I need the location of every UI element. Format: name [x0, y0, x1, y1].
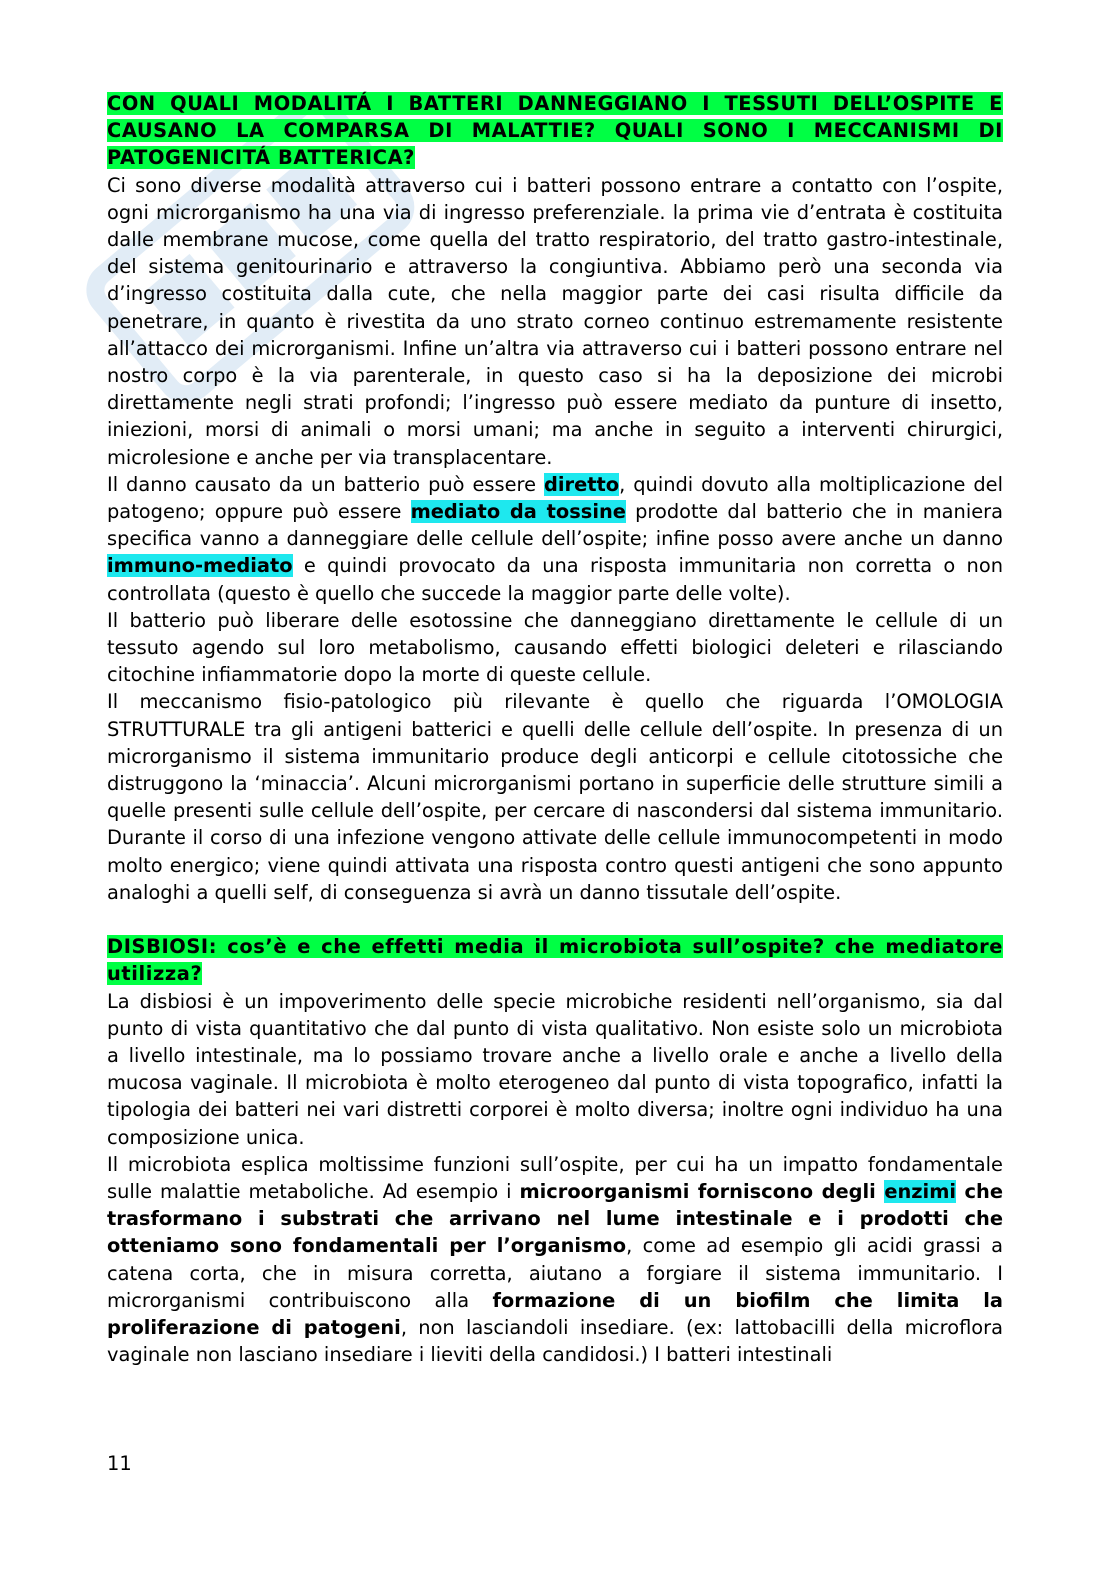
- keyword-mediato-da-tossine: mediato da tossine: [410, 500, 626, 524]
- keyword-immuno-mediato: immuno-mediato: [107, 554, 293, 578]
- section-spacer: [107, 906, 1003, 933]
- section1-paragraph-1: Ci sono diverse modalità attraverso cui i batteri possono entrare a contatto con l’ospite, ogni microrganismo ha una via di ingresso preferenziale. la prima vie d’entrata è costituita dalle membrane mucose, come quella del tratto respiratorio, del tratto gastro-intestinale, del sistema genitourinario e attraverso la congiuntiva. Abbiamo però una seconda via d’ingresso costituita dalla cute, che nella maggior parte dei casi risulta difficile da penetrare, in quanto è rivestita da uno strato corneo continuo estremamente resistente all’attacco dei microrganismi. Infine un’altra via attraverso cui i batteri possono entrare nel nostro corpo è la via parenterale, in questo caso si ha la deposizione dei microbi direttamente negli strati profondi; l’ingresso può essere mediato da punture di insetto, iniezioni, morsi di animali o morsi umani; ma anche in seguito a interventi chirurgici, microlesione e anche per via transplacentare.: [107, 173, 1003, 469]
- document-body: [107, 90, 1003, 1368]
- keyword-enzimi: enzimi: [884, 1179, 957, 1203]
- section1-paragraph-3: Il batterio può liberare delle esotossine che danneggiano direttamente le cellule di un tessuto agendo sul loro metabolismo, causando effetti biologici deleteri e rilasciando citochine infiammatorie dopo la morte di queste cellule.: [107, 608, 1003, 687]
- section2-paragraph-1: La disbiosi è un impoverimento delle specie microbiche residenti nell’organismo, sia dal punto di vista quantitativo che dal punto di vista qualitativo. Non esiste solo un microbiota a livello intestinale, ma lo possiamo trovare anche a livello orale e anche a livello della mucosa vaginale. Il microbiota è molto eterogeneo dal punto di vista topografico, infatti la tipologia dei batteri nei vari distretti corporei è molto diversa; inoltre ogni individuo ha una composizione unica.: [107, 989, 1003, 1149]
- section1-paragraph-4: Il meccanismo fisio-patologico più rilevante è quello che riguarda l’OMOLOGIA STRUTTURALE tra gli antigeni batterici e quelli delle cellule dell’ospite. In presenza di un microrganismo il sistema immunitario produce degli anticorpi e cellule citotossiche che distruggono la ‘minaccia’. Alcuni microrganismi portano in superficie delle strutture simili a quelle presenti sulle cellule dell’ospite, per cercare di nascondersi dal sistema immunitario. Durante il corso di una infezione vengono attivate delle cellule immunocompetenti in modo molto energico; viene quindi attivata una risposta contro questi antigeni che sono appunto analoghi a quelli self, di conseguenza si avrà un danno tissutale dell’ospite.: [107, 690, 1003, 904]
- keyword-diretto: diretto: [544, 472, 620, 496]
- section2-heading: DISBIOSI: cos’è e che effetti media il microbiota sull’ospite? che mediatore utilizza?: [107, 935, 1003, 986]
- section2-paragraph-2: Il microbiota esplica moltissime funzioni sull’ospite, per cui ha un impatto fondamentale sulle malattie metaboliche. Ad esempio i microorganismi forniscono degli enzimi che trasformano i substrati che arrivano nel lume intestinale e i prodotti che otteniamo sono fondamentali per l’organismo, come ad esempio gli acidi grassi a catena corta, che in misura corretta, aiutano a forgiare il sistema immunitario. I microrganismi contribuiscono alla formazione di un biofilm che limita la proliferazione di patogeni, non lasciandoli insediare. (ex: lattobacilli della microflora vaginale non lasciano insediare i lieviti della candidosi.) I batteri intestinali: [107, 1152, 1004, 1367]
- section1-paragraph-2: Il danno causato da un batterio può essere diretto, quindi dovuto alla moltiplicazione del patogeno; oppure può essere mediato da tossine prodotte dal batterio che in maniera specifica vanno a danneggiare delle cellule dell’ospite; infine posso avere anche un danno immuno-mediato e quindi provocato da una risposta immunitaria non corretta o non controllata (questo è quello che succede la maggior parte delle volte).: [107, 472, 1003, 605]
- page-number: 11: [107, 1452, 132, 1475]
- section1-heading: CON QUALI MODALITÁ I BATTERI DANNEGGIANO I TESSUTI DELL’OSPITE E CAUSANO LA COMPARSA DI MALATTIE? QUALI SONO I MECCANISMI DI PATOGENICITÁ BATTERICA?: [107, 92, 1003, 170]
